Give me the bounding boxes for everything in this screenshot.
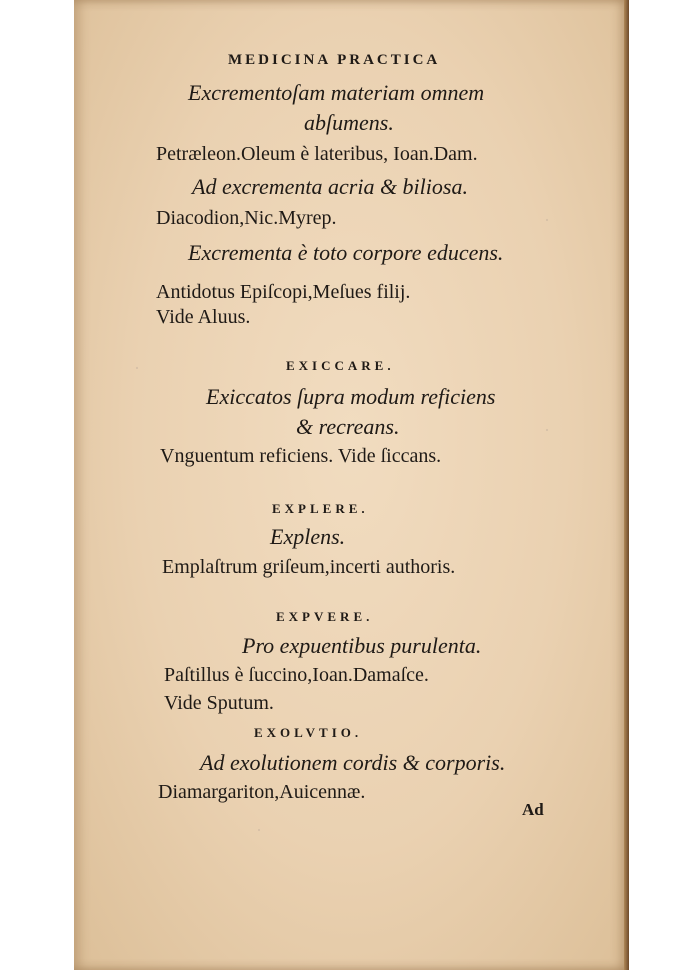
- remedy-line: Vnguentum reficiens. Vide ſiccans.: [160, 445, 442, 467]
- entry-heading: Ad excrementa acria & biliosa.: [192, 174, 468, 199]
- remedy-line: Petræleon.Oleum è lateribus, Ioan.Dam.: [156, 143, 478, 165]
- bleed-through-mark: ·: [544, 420, 550, 440]
- bleed-through-mark: ·: [256, 820, 262, 840]
- section-heading: EXPVERE.: [276, 609, 374, 624]
- bleed-through-mark: ·: [134, 358, 140, 378]
- book-page: [74, 0, 629, 970]
- remedy-line: Paſtillus è ſuccino,Ioan.Damaſce.: [164, 664, 429, 686]
- running-head: MEDICINA PRACTICA: [228, 52, 441, 68]
- catchword: Ad: [522, 800, 544, 819]
- section-heading: EXOLVTIO.: [254, 725, 363, 740]
- remedy-line: Diacodion,Nic.Myrep.: [156, 207, 337, 229]
- entry-heading: Explens.: [270, 524, 346, 549]
- remedy-line: Antidotus Epiſcopi,Meſues filij.: [156, 281, 411, 303]
- entry-heading: Excrementa è toto corpore educens.: [188, 240, 504, 265]
- remedy-line: Emplaſtrum griſeum,incerti authoris.: [162, 556, 456, 578]
- bleed-through-mark: ·: [544, 210, 550, 230]
- page-edge: [624, 0, 629, 970]
- entry-heading: Exiccatos ſupra modum reficiens: [206, 384, 496, 409]
- entry-heading: Excrementoſam materiam omnem: [188, 80, 485, 105]
- cross-reference: Vide Sputum.: [164, 692, 274, 714]
- entry-heading-cont: abſumens.: [304, 110, 394, 135]
- remedy-line: Diamargariton,Auicennæ.: [158, 781, 366, 803]
- section-heading: EXPLERE.: [272, 501, 369, 516]
- cross-reference: Vide Aluus.: [156, 306, 251, 328]
- entry-heading: Ad exolutionem cordis & corporis.: [200, 750, 506, 775]
- entry-heading: Pro expuentibus purulenta.: [242, 633, 482, 658]
- entry-heading-cont: & recreans.: [296, 414, 400, 439]
- section-heading: EXICCARE.: [286, 358, 395, 373]
